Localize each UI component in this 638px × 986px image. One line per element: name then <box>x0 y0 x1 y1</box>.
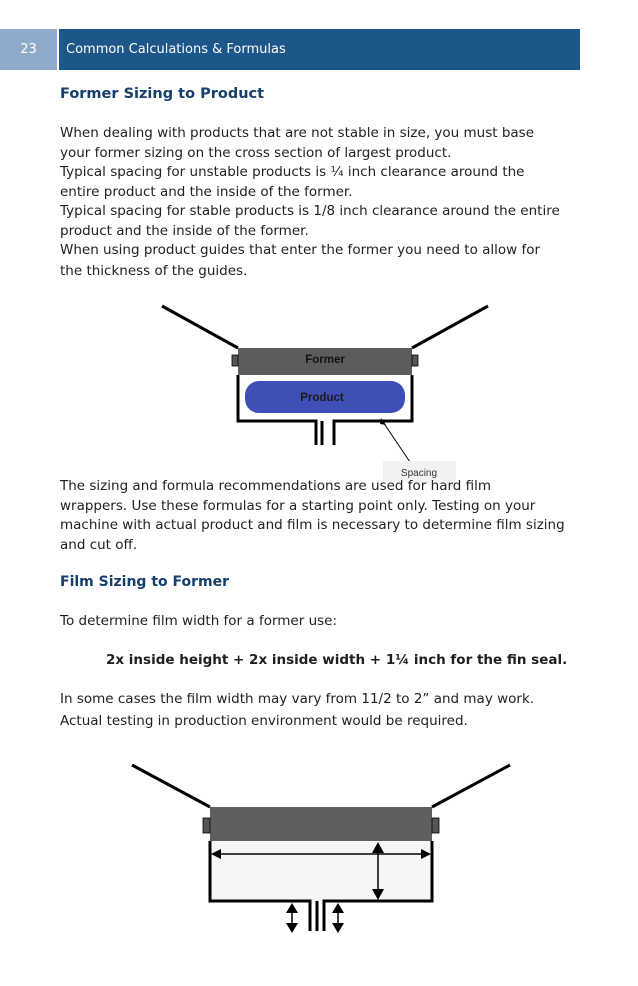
former-interior <box>210 841 432 901</box>
text-line: When using product guides that enter the former you need to allow for <box>60 242 541 258</box>
film-width-note <box>60 690 590 731</box>
former-label: Former <box>305 354 345 366</box>
product-label: Product <box>300 392 344 404</box>
bolt-right <box>432 818 439 833</box>
former-band <box>210 807 432 841</box>
section-title: Common Calculations & Formulas <box>66 42 286 57</box>
text-line: Actual testing in production environment would be required. <box>60 712 468 729</box>
text-line: The sizing and formula recommendations are used for hard film <box>60 478 492 494</box>
bolt-left <box>232 355 238 366</box>
text-line: entire product and the inside of the former. <box>60 183 353 200</box>
text-line: your former sizing on the cross section of largest product. <box>60 144 452 161</box>
text-line: and cut off. <box>60 536 138 553</box>
text-line: Typical spacing for stable products is 1/8 inch clearance around the entire <box>60 203 560 219</box>
text-line: product and the inside of the former. <box>60 222 309 239</box>
former-dimension-diagram <box>125 755 520 940</box>
paragraph-sizing-recommendations <box>60 477 590 555</box>
heading-former-sizing: Former Sizing to Product <box>60 86 265 102</box>
film-width-formula: 2x inside height + 2x inside width + 1¼ inch for the fin seal. <box>106 652 568 668</box>
text-line: Typical spacing for unstable products is ¼ inch clearance around the <box>60 164 525 180</box>
text-line: the thickness of the guides. <box>60 263 248 279</box>
heading-film-sizing: Film Sizing to Former <box>60 574 230 590</box>
page-number: 23 <box>0 29 57 70</box>
spacing-label: Spacing <box>400 468 438 479</box>
section-header <box>59 29 580 70</box>
text-line: wrappers. Use these formulas for a starting point only. Testing on your <box>60 497 536 514</box>
text-line: When dealing with products that are not stable in size, you must base <box>60 125 535 141</box>
bolt-right <box>412 355 418 366</box>
text-line: machine with actual product and film is necessary to determine film sizing <box>60 517 565 533</box>
former-product-diagram <box>150 298 500 483</box>
bolt-left <box>203 818 210 833</box>
paragraph-former-sizing <box>60 124 590 261</box>
film-width-intro: To determine film width for a former use: <box>60 613 338 629</box>
text-line: In some cases the film width may vary from 11/2 to 2” and may work. <box>60 691 535 707</box>
